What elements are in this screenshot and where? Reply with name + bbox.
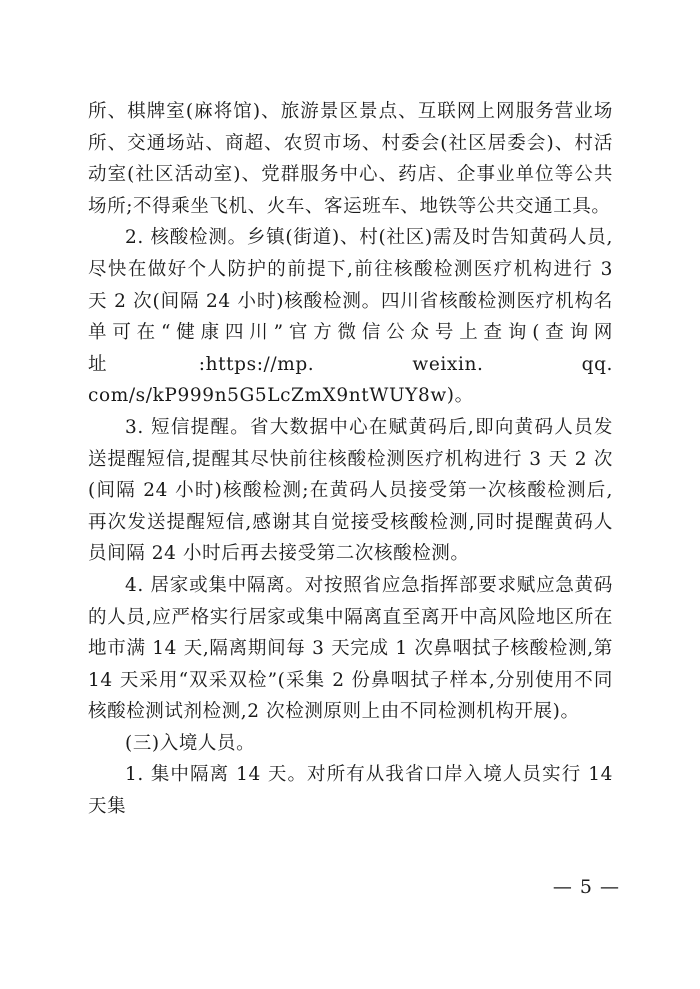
paragraph-continuation: 所、棋牌室(麻将馆)、旅游景区景点、互联网上网服务营业场所、交通场站、商超、农贸市场、村委会(社区居委会)、村活动室(社区活动室)、党群服务中心、药店、企事业单位等公共场所;不得乘坐飞机、火车、客运班车、地铁等公共交通工具。 (88, 101, 613, 217)
paragraph-sms-reminder: 3. 短信提醒。省大数据中心在赋黄码后,即向黄码人员发送提醒短信,提醒其尽快前往核酸检测医疗机构进行 3 天 2 次(间隔 24 小时)核酸检测;在黄码人员接受第一次核酸检测后,再次发送提醒短信,感谢其自觉接受核酸检测,同时提醒黄码人员间隔 24 小时后再去接受第二次核酸检测。 (88, 416, 613, 565)
paragraph-isolation: 4. 居家或集中隔离。对按照省应急指挥部要求赋应急黄码的人员,应严格实行居家或集中隔离直至离开中高风险地区所在地市满 14 天,隔离期间每 3 天完成 1 次鼻咽拭子核酸检测,第 14 天采用“双采双检”(采集 2 份鼻咽拭子样本,分别使用不同核酸检测试剂检测,2 次检测原则上由不同检测机构开展)。 (88, 574, 613, 723)
page-number: — 5 — (552, 876, 620, 898)
paragraph-nucleic-acid-testing: 2. 核酸检测。乡镇(街道)、村(社区)需及时告知黄码人员,尽快在做好个人防护的前提下,前往核酸检测医疗机构进行 3 天 2 次(间隔 24 小时)核酸检测。四川省核酸检测医疗机构名单可在“健康四川”官方微信公众号上查询(查询网址:https://mp. weixin. qq. com/s/kP999n5G5LcZmX9ntWUY8w)。 (88, 227, 613, 407)
section-heading-inbound: (三)入境人员。 (125, 732, 256, 754)
paragraph-centralized-isolation: 1. 集中隔离 14 天。对所有从我省口岸入境人员实行 14 天集 (88, 764, 613, 818)
body-text (88, 96, 613, 823)
